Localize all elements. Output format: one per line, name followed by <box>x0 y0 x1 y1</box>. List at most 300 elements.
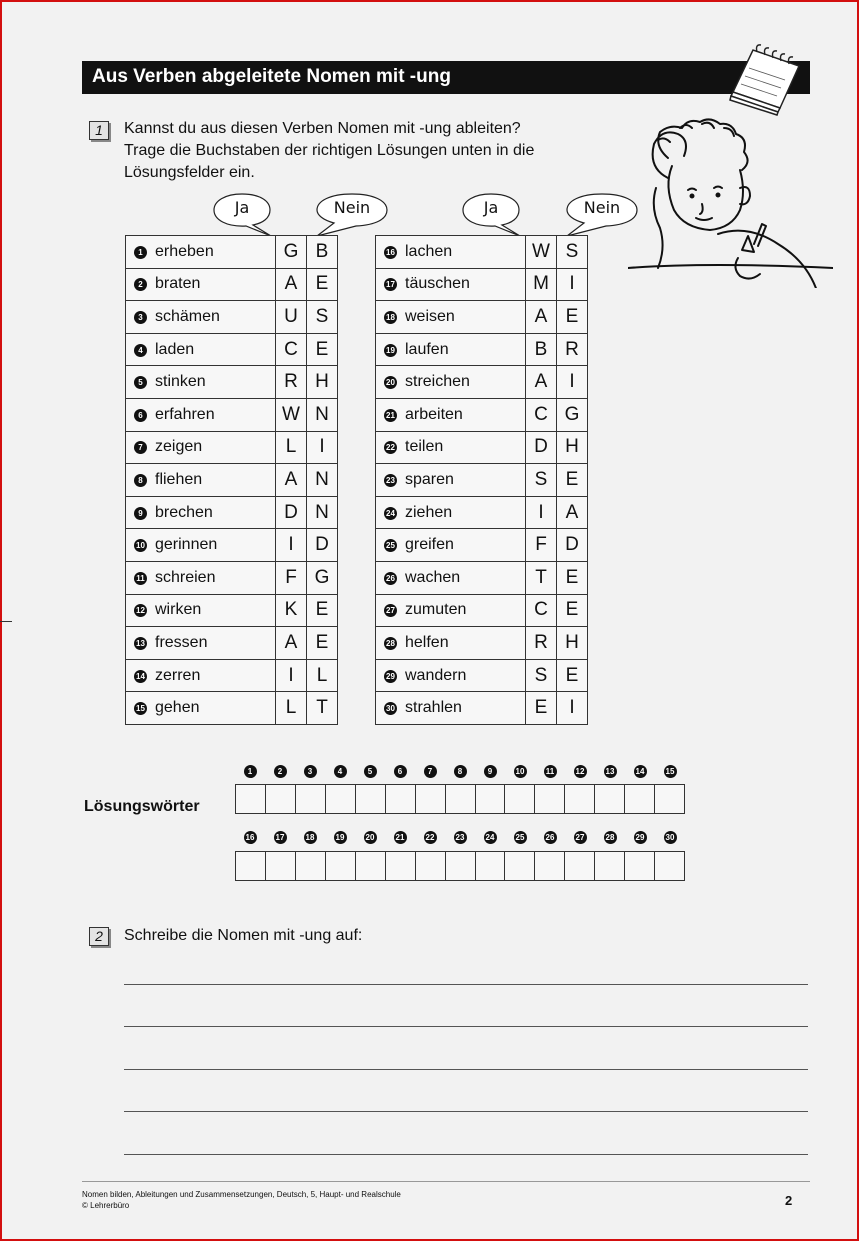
task-2-number: 2 <box>89 927 109 946</box>
no-letter: I <box>307 431 338 464</box>
solution-number: 26 <box>544 831 557 844</box>
solution-number: 22 <box>424 831 437 844</box>
yes-letter: F <box>276 561 307 594</box>
row-number: 10 <box>134 539 147 552</box>
instruction-line: Trage die Buchstaben der richtigen Lösungen unten in die <box>124 142 535 159</box>
solution-number-slot <box>415 762 445 780</box>
solution-number: 15 <box>664 765 677 778</box>
solution-box[interactable] <box>356 785 386 813</box>
verb-cell <box>126 529 276 562</box>
yes-letter: T <box>526 561 557 594</box>
solution-number-slot <box>265 762 295 780</box>
solution-number: 14 <box>634 765 647 778</box>
solution-box[interactable] <box>595 852 625 880</box>
no-letter: E <box>557 594 588 627</box>
no-letter: D <box>307 529 338 562</box>
solution-number-slot <box>655 762 685 780</box>
notepad-icon <box>725 36 805 116</box>
footer-copyright: © Lehrerbüro <box>82 1201 130 1210</box>
no-letter: E <box>307 627 338 660</box>
verb-cell <box>376 301 526 334</box>
verb-cell <box>126 692 276 725</box>
no-letter: E <box>557 659 588 692</box>
verb-text: strahlen <box>405 699 462 717</box>
verb-text: stinken <box>155 373 206 391</box>
yes-letter: D <box>276 496 307 529</box>
row-number: 6 <box>134 409 147 422</box>
yes-letter: R <box>526 627 557 660</box>
no-letter: D <box>557 529 588 562</box>
solution-number: 1 <box>244 765 257 778</box>
solution-number: 25 <box>514 831 527 844</box>
solution-number: 3 <box>304 765 317 778</box>
verb-row <box>126 398 338 431</box>
yes-letter: W <box>526 236 557 269</box>
yes-letter: K <box>276 594 307 627</box>
solution-number-slot <box>355 762 385 780</box>
solution-number-slot <box>475 762 505 780</box>
verb-table-right <box>375 235 588 725</box>
no-letter: N <box>307 496 338 529</box>
no-letter: G <box>307 561 338 594</box>
row-number: 16 <box>384 246 397 259</box>
yes-letter: B <box>526 333 557 366</box>
solution-number-slot <box>355 828 385 846</box>
yes-letter: I <box>276 659 307 692</box>
verb-cell <box>126 627 276 660</box>
solution-box[interactable] <box>326 785 356 813</box>
verb-cell <box>376 529 526 562</box>
verb-text: gerinnen <box>155 536 218 554</box>
solution-number: 21 <box>394 831 407 844</box>
verb-cell <box>376 398 526 431</box>
verb-cell <box>376 659 526 692</box>
solution-box[interactable] <box>266 785 296 813</box>
verb-cell <box>376 594 526 627</box>
solution-number-slot <box>595 762 625 780</box>
solution-number-slot <box>235 762 265 780</box>
bubble-no-right <box>566 192 638 234</box>
row-number: 15 <box>134 702 147 715</box>
verb-text: schämen <box>155 307 220 325</box>
solution-number-slot <box>445 762 475 780</box>
no-letter: T <box>307 692 338 725</box>
solution-number: 27 <box>574 831 587 844</box>
solution-box[interactable] <box>535 852 565 880</box>
verb-row <box>376 464 588 497</box>
verb-cell <box>126 561 276 594</box>
verb-text: täuschen <box>405 275 470 293</box>
row-number: 23 <box>384 474 397 487</box>
verb-text: gehen <box>155 699 200 717</box>
verb-cell <box>376 561 526 594</box>
verb-row <box>376 496 588 529</box>
instruction-line: Lösungsfelder ein. <box>124 164 255 181</box>
yes-letter: A <box>526 366 557 399</box>
solution-number: 28 <box>604 831 617 844</box>
yes-letter: S <box>526 659 557 692</box>
verb-cell <box>126 594 276 627</box>
bubble-no-left <box>316 192 388 234</box>
row-number: 18 <box>384 311 397 324</box>
solution-box[interactable] <box>565 852 595 880</box>
verb-text: sparen <box>405 470 454 488</box>
verb-row <box>126 659 338 692</box>
yes-letter: C <box>526 398 557 431</box>
solution-box[interactable] <box>505 785 535 813</box>
verb-row <box>126 236 338 269</box>
row-number: 13 <box>134 637 147 650</box>
row-number: 7 <box>134 441 147 454</box>
footer-source: Nomen bilden, Ableitungen und Zusammensetzungen, Deutsch, 5, Haupt- und Realschule <box>82 1190 401 1199</box>
solution-number-slot <box>535 828 565 846</box>
solution-number-slot <box>325 762 355 780</box>
verb-text: zerren <box>155 666 201 684</box>
verb-text: zumuten <box>405 601 467 619</box>
verb-text: brechen <box>155 503 213 521</box>
verb-text: laufen <box>405 340 449 358</box>
solution-box[interactable] <box>356 852 386 880</box>
no-letter: H <box>557 627 588 660</box>
solution-number-slot <box>625 828 655 846</box>
verb-row <box>126 561 338 594</box>
solution-box[interactable] <box>326 852 356 880</box>
row-number: 26 <box>384 572 397 585</box>
verb-cell <box>376 496 526 529</box>
verb-cell <box>376 268 526 301</box>
verb-row <box>376 398 588 431</box>
no-letter: N <box>307 464 338 497</box>
verb-row <box>376 627 588 660</box>
verb-row <box>126 529 338 562</box>
footer-divider <box>82 1181 810 1182</box>
solution-number-slot <box>445 828 475 846</box>
yes-letter: C <box>276 333 307 366</box>
writing-line <box>124 1069 808 1070</box>
verb-text: wirken <box>155 601 202 619</box>
solution-box[interactable] <box>296 852 326 880</box>
solution-number: 5 <box>364 765 377 778</box>
bubble-label: Ja <box>483 198 499 217</box>
verb-cell <box>126 366 276 399</box>
no-letter: I <box>557 692 588 725</box>
verb-cell <box>126 659 276 692</box>
yes-letter: R <box>276 366 307 399</box>
solution-number-slot <box>625 762 655 780</box>
page-number: 2 <box>785 1193 793 1208</box>
solution-number: 12 <box>574 765 587 778</box>
no-letter: H <box>307 366 338 399</box>
solution-number-slot <box>535 762 565 780</box>
verb-text: weisen <box>405 307 455 325</box>
no-letter: I <box>557 268 588 301</box>
verb-row <box>126 496 338 529</box>
solution-box[interactable] <box>505 852 535 880</box>
solution-number-slot <box>295 828 325 846</box>
verb-text: fressen <box>155 633 208 651</box>
solution-box[interactable] <box>535 785 565 813</box>
writing-line <box>124 1026 808 1027</box>
verb-cell <box>126 236 276 269</box>
no-letter: H <box>557 431 588 464</box>
verb-cell <box>126 268 276 301</box>
verb-row <box>126 627 338 660</box>
solution-number: 13 <box>604 765 617 778</box>
verb-text: erfahren <box>155 405 215 423</box>
row-number: 5 <box>134 376 147 389</box>
no-letter: E <box>557 464 588 497</box>
solution-number-slot <box>295 762 325 780</box>
verb-text: wandern <box>405 666 467 684</box>
no-letter: R <box>557 333 588 366</box>
verb-text: erheben <box>155 242 214 260</box>
solution-box[interactable] <box>416 852 446 880</box>
verb-cell <box>376 431 526 464</box>
row-number: 25 <box>384 539 397 552</box>
verb-row <box>376 659 588 692</box>
row-number: 12 <box>134 604 147 617</box>
writing-line <box>124 1111 808 1112</box>
verb-row <box>376 594 588 627</box>
row-number: 4 <box>134 344 147 357</box>
solution-box[interactable] <box>446 852 476 880</box>
solution-number: 7 <box>424 765 437 778</box>
yes-letter: L <box>276 431 307 464</box>
solution-number: 24 <box>484 831 497 844</box>
verb-row <box>376 333 588 366</box>
solution-number: 17 <box>274 831 287 844</box>
solution-number: 19 <box>334 831 347 844</box>
verb-text: fliehen <box>155 470 203 488</box>
row-number: 19 <box>384 344 397 357</box>
verb-cell <box>126 301 276 334</box>
yes-letter: A <box>276 627 307 660</box>
verb-cell <box>376 692 526 725</box>
verb-row <box>126 431 338 464</box>
no-letter: E <box>307 594 338 627</box>
solution-number: 2 <box>274 765 287 778</box>
no-letter: S <box>557 236 588 269</box>
verb-row <box>376 268 588 301</box>
row-number: 29 <box>384 670 397 683</box>
solution-number: 11 <box>544 765 557 778</box>
row-number: 11 <box>134 572 147 585</box>
row-number: 14 <box>134 670 147 683</box>
solution-boxes-row-1 <box>235 784 685 814</box>
solution-number-slot <box>385 762 415 780</box>
yes-letter: A <box>276 268 307 301</box>
solution-number: 16 <box>244 831 257 844</box>
yes-letter: I <box>526 496 557 529</box>
verb-cell <box>126 464 276 497</box>
yes-letter: S <box>526 464 557 497</box>
verb-cell <box>376 333 526 366</box>
footer-text <box>82 1189 401 1211</box>
solution-box[interactable] <box>595 785 625 813</box>
no-letter: N <box>307 398 338 431</box>
task-2-instructions: Schreibe die Nomen mit -ung auf: <box>124 927 363 944</box>
page-title: Aus Verben abgeleitete Nomen mit -ung <box>82 61 810 94</box>
solution-box[interactable] <box>236 852 266 880</box>
yes-letter: G <box>276 236 307 269</box>
solution-numbers-row-1 <box>235 762 685 780</box>
verb-text: arbeiten <box>405 405 463 423</box>
verb-text: helfen <box>405 633 449 651</box>
solution-number-slot <box>415 828 445 846</box>
margin-tick <box>0 621 12 622</box>
solution-box[interactable] <box>386 785 416 813</box>
bubble-yes-right <box>462 192 520 234</box>
verb-row <box>126 268 338 301</box>
yes-letter: I <box>276 529 307 562</box>
bubble-label: Ja <box>234 198 250 217</box>
solution-number: 29 <box>634 831 647 844</box>
bubble-yes-left <box>213 192 271 234</box>
solution-numbers-row-2 <box>235 828 685 846</box>
yes-letter: L <box>276 692 307 725</box>
verb-row <box>376 236 588 269</box>
verb-row <box>376 431 588 464</box>
solution-number: 6 <box>394 765 407 778</box>
row-number: 21 <box>384 409 397 422</box>
yes-letter: A <box>526 301 557 334</box>
verb-row <box>376 366 588 399</box>
solution-number-slot <box>385 828 415 846</box>
row-number: 22 <box>384 441 397 454</box>
row-number: 20 <box>384 376 397 389</box>
verb-text: ziehen <box>405 503 453 521</box>
verb-text: braten <box>155 275 201 293</box>
verb-text: teilen <box>405 438 444 456</box>
solution-box[interactable] <box>236 785 266 813</box>
solution-number: 4 <box>334 765 347 778</box>
no-letter: E <box>557 301 588 334</box>
no-letter: L <box>307 659 338 692</box>
verb-row <box>126 464 338 497</box>
verb-cell <box>126 431 276 464</box>
no-letter: I <box>557 366 588 399</box>
verb-row <box>376 561 588 594</box>
verb-row <box>126 333 338 366</box>
solution-number: 9 <box>484 765 497 778</box>
verb-table-left <box>125 235 338 725</box>
verb-cell <box>376 236 526 269</box>
verb-text: zeigen <box>155 438 203 456</box>
solution-number-slot <box>505 762 535 780</box>
row-number: 17 <box>384 278 397 291</box>
no-letter: B <box>307 236 338 269</box>
task-1-instructions <box>124 118 534 184</box>
verb-text: greifen <box>405 536 454 554</box>
solution-number-slot <box>565 762 595 780</box>
row-number: 27 <box>384 604 397 617</box>
verb-text: streichen <box>405 373 470 391</box>
row-number: 24 <box>384 507 397 520</box>
solution-label: Lösungswörter <box>84 798 200 815</box>
thinking-boy-illustration <box>628 118 833 288</box>
solution-box[interactable] <box>476 785 506 813</box>
no-letter: A <box>557 496 588 529</box>
solution-number-slot <box>475 828 505 846</box>
verb-text: lachen <box>405 242 453 260</box>
bubble-label: Nein <box>583 198 621 217</box>
solution-number-slot <box>325 828 355 846</box>
solution-box[interactable] <box>625 852 655 880</box>
solution-box[interactable] <box>655 785 685 813</box>
row-number: 3 <box>134 311 147 324</box>
solution-number-slot <box>235 828 265 846</box>
no-letter: E <box>307 268 338 301</box>
verb-cell <box>126 333 276 366</box>
verb-cell <box>126 398 276 431</box>
no-letter: S <box>307 301 338 334</box>
solution-box[interactable] <box>625 785 655 813</box>
yes-letter: E <box>526 692 557 725</box>
yes-letter: C <box>526 594 557 627</box>
solution-number-slot <box>565 828 595 846</box>
verb-row <box>126 366 338 399</box>
row-number: 2 <box>134 278 147 291</box>
verb-cell <box>376 464 526 497</box>
verb-row <box>376 529 588 562</box>
verb-row <box>376 301 588 334</box>
yes-letter: F <box>526 529 557 562</box>
row-number: 9 <box>134 507 147 520</box>
writing-line <box>124 1154 808 1155</box>
row-number: 8 <box>134 474 147 487</box>
writing-line <box>124 984 808 985</box>
yes-letter: W <box>276 398 307 431</box>
no-letter: G <box>557 398 588 431</box>
yes-letter: A <box>276 464 307 497</box>
instruction-line: Kannst du aus diesen Verben Nomen mit -ung ableiten? <box>124 120 521 137</box>
verb-text: schreien <box>155 568 216 586</box>
verb-row <box>126 594 338 627</box>
solution-number: 20 <box>364 831 377 844</box>
solution-box[interactable] <box>476 852 506 880</box>
solution-number-slot <box>505 828 535 846</box>
solution-boxes-row-2 <box>235 851 685 881</box>
verb-text: wachen <box>405 568 461 586</box>
yes-letter: D <box>526 431 557 464</box>
solution-box[interactable] <box>446 785 476 813</box>
verb-row <box>376 692 588 725</box>
verb-cell <box>376 627 526 660</box>
verb-text: laden <box>155 340 195 358</box>
row-number: 30 <box>384 702 397 715</box>
no-letter: E <box>307 333 338 366</box>
solution-number-slot <box>655 828 685 846</box>
task-1-number: 1 <box>89 121 109 140</box>
solution-box[interactable] <box>416 785 446 813</box>
solution-box[interactable] <box>565 785 595 813</box>
yes-letter: U <box>276 301 307 334</box>
solution-box[interactable] <box>296 785 326 813</box>
yes-letter: M <box>526 268 557 301</box>
row-number: 1 <box>134 246 147 259</box>
verb-cell <box>376 366 526 399</box>
solution-number-slot <box>265 828 295 846</box>
solution-box[interactable] <box>266 852 296 880</box>
verb-row <box>126 692 338 725</box>
solution-box[interactable] <box>655 852 685 880</box>
solution-box[interactable] <box>386 852 416 880</box>
solution-number: 23 <box>454 831 467 844</box>
solution-number: 30 <box>664 831 677 844</box>
solution-number: 10 <box>514 765 527 778</box>
solution-number: 18 <box>304 831 317 844</box>
verb-row <box>126 301 338 334</box>
